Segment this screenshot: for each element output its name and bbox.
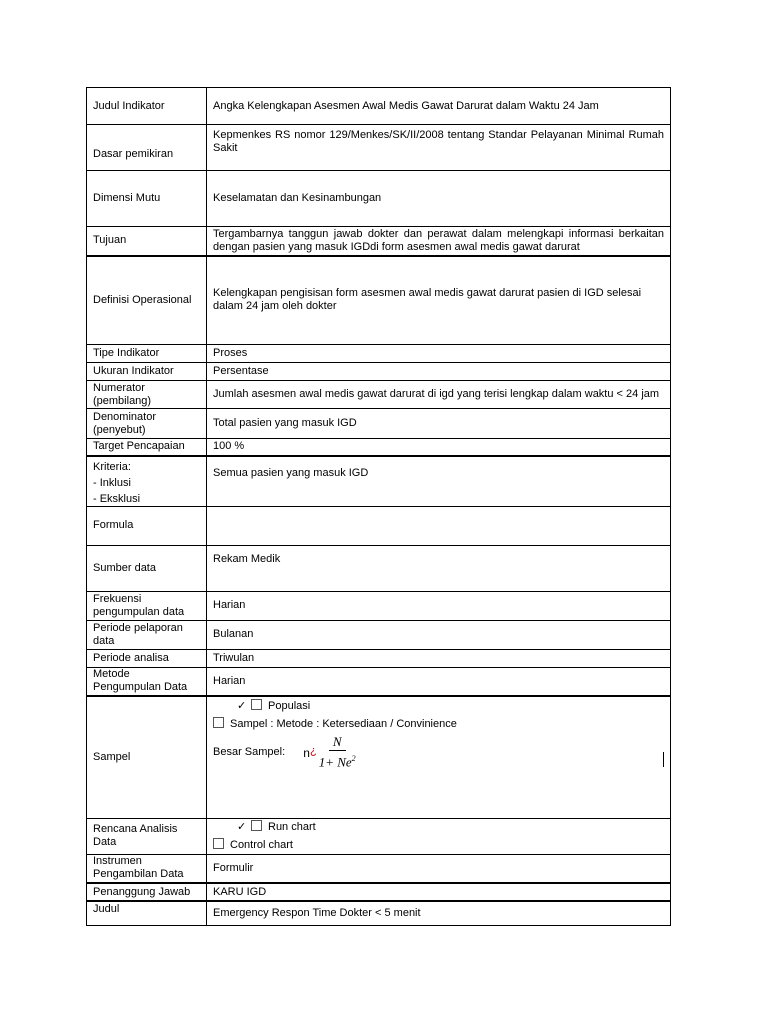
row-numerator bbox=[87, 381, 671, 409]
row-ukuran-indikator bbox=[87, 363, 671, 381]
label-target-pencapaian: Target Pencapaian bbox=[87, 439, 207, 456]
formula-prefix: n¿ bbox=[303, 744, 317, 760]
label-denominator: Denominator (penyebut) bbox=[87, 409, 207, 439]
formula-denominator: $1+ Ne^2$ bbox=[318, 754, 356, 770]
value-judul: Emergency Respon Time Dokter < 5 menit bbox=[207, 901, 671, 925]
label-frekuensi: Frekuensi pengumpulan data bbox=[87, 591, 207, 620]
label-rencana-analisis: Rencana Analisis Data bbox=[87, 818, 207, 854]
indicator-profile-table bbox=[86, 87, 671, 926]
row-instrumen bbox=[87, 854, 671, 883]
row-periode-pelaporan bbox=[87, 620, 671, 649]
kriteria-title: Kriteria: bbox=[93, 460, 131, 473]
checkmark-icon: ✓ bbox=[237, 700, 247, 712]
row-metode-pengumpulan bbox=[87, 667, 671, 696]
value-numerator: Jumlah asesmen awal medis gawat darurat di igd yang terisi lengkap dalam waktu < 24 jam bbox=[207, 381, 671, 409]
checkmark-icon: ✓ bbox=[237, 821, 247, 833]
value-sampel bbox=[207, 696, 671, 818]
checkbox-icon[interactable] bbox=[251, 699, 262, 710]
analisis-option-run-chart[interactable] bbox=[213, 820, 664, 834]
label-kriteria bbox=[87, 456, 207, 507]
row-definisi-operasional bbox=[87, 256, 671, 345]
value-dimensi-mutu: Keselamatan dan Kesinambungan bbox=[207, 171, 671, 227]
value-kriteria: Semua pasien yang masuk IGD bbox=[207, 456, 671, 507]
row-sampel bbox=[87, 696, 671, 818]
label-periode-pelaporan: Periode pelaporan data bbox=[87, 620, 207, 649]
value-judul-indikator: Angka Kelengkapan Asesmen Awal Medis Gawat Darurat dalam Waktu 24 Jam bbox=[207, 88, 671, 125]
label-tipe-indikator: Tipe Indikator bbox=[87, 345, 207, 363]
value-periode-pelaporan: Bulanan bbox=[207, 620, 671, 649]
value-metode-pengumpulan: Harian bbox=[207, 667, 671, 696]
row-penanggung-jawab bbox=[87, 883, 671, 901]
row-tujuan bbox=[87, 227, 671, 256]
value-sumber-data: Rekam Medik bbox=[207, 545, 671, 591]
value-frekuensi: Harian bbox=[207, 591, 671, 620]
label-formula: Formula bbox=[87, 506, 207, 545]
checkbox-icon[interactable] bbox=[213, 838, 224, 849]
value-tujuan: Tergambarnya tanggun jawab dokter dan perawat dalam melengkapi informasi berkaitan dengan pasien yang masuk IGDdi form asesmen awal medis gawat darurat bbox=[207, 227, 671, 256]
value-instrumen: Formulir bbox=[207, 854, 671, 883]
label-instrumen: Instrumen Pengambilan Data bbox=[87, 854, 207, 883]
row-judul-indikator bbox=[87, 88, 671, 125]
label-periode-analisa: Periode analisa bbox=[87, 649, 207, 667]
label-judul: Judul bbox=[87, 901, 207, 925]
value-rencana-analisis bbox=[207, 818, 671, 854]
row-rencana-analisis bbox=[87, 818, 671, 854]
label-ukuran-indikator: Ukuran Indikator bbox=[87, 363, 207, 381]
analisis-option-run-chart-label: Run chart bbox=[268, 821, 316, 833]
value-periode-analisa: Triwulan bbox=[207, 649, 671, 667]
besar-sampel-label: Besar Sampel: bbox=[213, 746, 286, 759]
analisis-option-control-chart-label: Control chart bbox=[230, 839, 293, 851]
analisis-option-control-chart[interactable] bbox=[213, 838, 664, 852]
row-target-pencapaian bbox=[87, 439, 671, 456]
value-definisi-operasional: Kelengkapan pengisisan form asesmen awal medis gawat darurat pasien di IGD selesai dalam 24 jam oleh dokter bbox=[207, 256, 671, 345]
label-tujuan: Tujuan bbox=[87, 227, 207, 256]
row-judul bbox=[87, 901, 671, 925]
kriteria-inklusi: - Inklusi bbox=[93, 476, 131, 489]
sampel-option-metode[interactable] bbox=[213, 717, 664, 731]
row-dimensi-mutu bbox=[87, 171, 671, 227]
row-formula bbox=[87, 506, 671, 545]
sampel-option-populasi-label: Populasi bbox=[268, 700, 311, 712]
label-sampel: Sampel bbox=[87, 696, 207, 818]
value-formula bbox=[207, 506, 671, 545]
value-denominator: Total pasien yang masuk IGD bbox=[207, 409, 671, 439]
label-numerator: Numerator (pembilang) bbox=[87, 381, 207, 409]
row-denominator bbox=[87, 409, 671, 439]
label-sumber-data: Sumber data bbox=[87, 545, 207, 591]
row-kriteria bbox=[87, 456, 671, 507]
text-cursor bbox=[663, 752, 664, 767]
sampel-option-populasi[interactable] bbox=[213, 699, 664, 713]
label-definisi-operasional: Definisi Operasional bbox=[87, 256, 207, 345]
kriteria-eksklusi: - Eksklusi bbox=[93, 492, 141, 505]
label-dasar-pemikiran: Dasar pemikiran bbox=[87, 125, 207, 171]
row-dasar-pemikiran bbox=[87, 125, 671, 171]
sampel-option-metode-label: Sampel : Metode : Ketersediaan / Convinience bbox=[230, 718, 457, 730]
label-penanggung-jawab: Penanggung Jawab bbox=[87, 883, 207, 901]
formula-numerator: N bbox=[329, 735, 346, 751]
value-tipe-indikator: Proses bbox=[207, 345, 671, 363]
sample-size-formula bbox=[303, 735, 355, 769]
row-tipe-indikator bbox=[87, 345, 671, 363]
row-sumber-data bbox=[87, 545, 671, 591]
label-dimensi-mutu: Dimensi Mutu bbox=[87, 171, 207, 227]
label-metode-pengumpulan: Metode Pengumpulan Data bbox=[87, 667, 207, 696]
label-judul-indikator: Judul Indikator bbox=[87, 88, 207, 125]
value-target-pencapaian: 100 % bbox=[207, 439, 671, 456]
checkbox-icon[interactable] bbox=[251, 820, 262, 831]
checkbox-icon[interactable] bbox=[213, 717, 224, 728]
row-frekuensi bbox=[87, 591, 671, 620]
value-dasar-pemikiran: Kepmenkes RS nomor 129/Menkes/SK/II/2008 tentang Standar Pelayanan Minimal Rumah Sakit bbox=[207, 125, 671, 171]
row-periode-analisa bbox=[87, 649, 671, 667]
value-ukuran-indikator: Persentase bbox=[207, 363, 671, 381]
value-penanggung-jawab: KARU IGD bbox=[207, 883, 671, 901]
besar-sampel-line bbox=[213, 735, 664, 769]
formula-fraction bbox=[319, 735, 356, 769]
